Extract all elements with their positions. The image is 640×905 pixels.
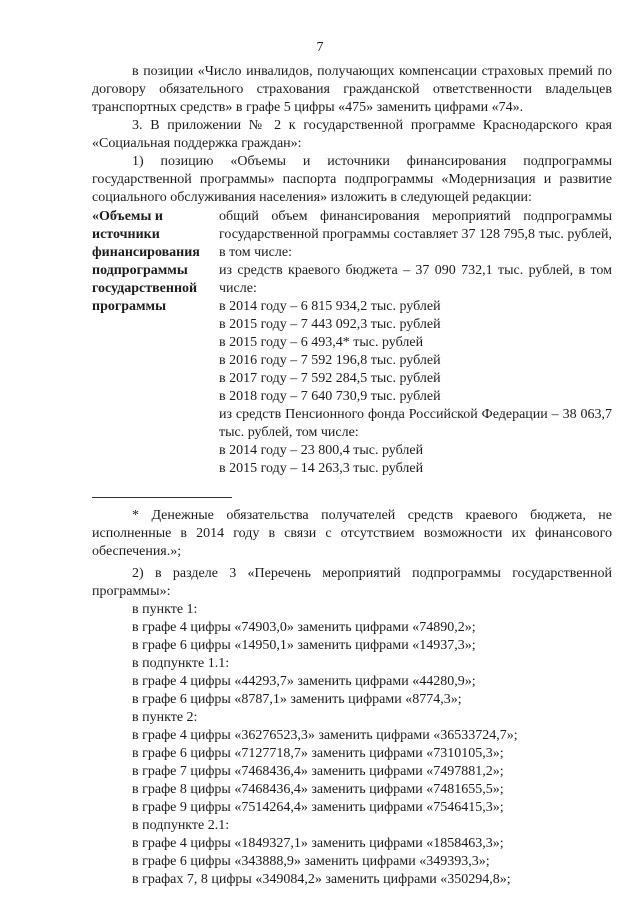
list-item: в пункте 2: <box>132 710 198 725</box>
page-number: 7 <box>316 40 324 55</box>
list-item: в графе 6 цифры «8787,1» заменить цифрами «8774,3»; <box>132 692 462 707</box>
list-item: в графе 6 цифры «343888,9» заменить цифрами «349393,3»; <box>132 854 490 869</box>
list-item: в графе 9 цифры «7514264,4» заменить цифрами «7546415,3»; <box>132 800 504 815</box>
document-body <box>92 63 612 889</box>
list-item: в графах 7, 8 цифры «349084,2» заменить цифрами «350294,8»; <box>132 872 511 887</box>
pension-year-line: в 2014 году – 23 800,4 тыс. рублей <box>219 443 424 458</box>
footnote: * Денежные обязательства получателей средств краевого бюджета, не исполненные в 2014 году в связи с отсутствием возможности их финансового обеспечения.»; <box>92 508 612 559</box>
regional-year-line: в 2014 году – 6 815 934,2 тыс. рублей <box>219 299 441 314</box>
list-item: в графе 4 цифры «44293,7» заменить цифрами «44280,9»; <box>132 674 476 689</box>
passport-regional: из средств краевого бюджета – 37 090 732,1 тыс. рублей, в том числе: <box>219 263 612 296</box>
paragraph-item-3: 3. В приложении № 2 к государственной программе Краснодарского края «Социальная поддержка граждан»: <box>92 118 612 151</box>
list-item: в графе 6 цифры «7127718,7» заменить цифрами «7310105,3»; <box>132 746 504 761</box>
regional-year-line: в 2016 году – 7 592 196,8 тыс. рублей <box>219 353 441 368</box>
list-item: в графе 8 цифры «7468436,4» заменить цифрами «7481655,5»; <box>132 782 504 797</box>
list-item: в пункте 1: <box>132 602 198 617</box>
list-item: в подпункте 2.1: <box>132 818 230 833</box>
regional-year-line: в 2018 году – 7 640 730,9 тыс. рублей <box>219 389 441 404</box>
list-item: в графе 4 цифры «74903,0» заменить цифрами «74890,2»; <box>132 620 476 635</box>
regional-year-line: в 2015 году – 6 493,4* тыс. рублей <box>219 335 424 350</box>
list-item: в подпункте 1.1: <box>132 656 230 671</box>
list-item: в графе 4 цифры «1849327,1» заменить цифрами «1858463,3»; <box>132 836 504 851</box>
list-item: в графе 4 цифры «36276523,3» заменить цифрами «36533724,7»; <box>132 728 518 743</box>
paragraph-item-3-1: 1) позицию «Объемы и источники финансирования подпрограммы государственной программы» паспорта подпрограммы «Модернизация и развитие социального обслуживания населения» изложить в следующей редакции: <box>92 154 612 205</box>
list-item: в графе 7 цифры «7468436,4» заменить цифрами «7497881,2»; <box>132 764 504 779</box>
passport-table <box>92 208 612 478</box>
regional-year-line: в 2015 году – 7 443 092,3 тыс. рублей <box>219 317 441 332</box>
regional-year-line: в 2017 году – 7 592 284,5 тыс. рублей <box>219 371 441 386</box>
passport-pension: из средств Пенсионного фонда Российской Федерации – 38 063,7 тыс. рублей, том числе: <box>219 407 612 440</box>
passport-value <box>214 208 612 478</box>
passport-total: общий объем финансирования мероприятий подпрограммы государственной программы составляет 37 128 795,8 тыс. рублей, в том числе: <box>219 209 612 260</box>
list-item: в графе 6 цифры «14950,1» заменить цифрами «14937,3»; <box>132 638 476 653</box>
pension-year-line: в 2015 году – 14 263,3 тыс. рублей <box>219 461 424 476</box>
passport-label: «Объемы и источники финансирования подпрограммы государственной программы <box>92 209 200 314</box>
paragraph-item-3-2: 2) в разделе 3 «Перечень мероприятий подпрограммы государственной программы»: <box>92 566 612 599</box>
paragraph-intro: в позиции «Число инвалидов, получающих компенсации страховых премий по договору обязательного страхования гражданской ответственности владельцев транспортных средств» в графе 5 цифры «475» заменить цифрами «74». <box>92 64 612 115</box>
footnote-separator <box>92 497 232 498</box>
